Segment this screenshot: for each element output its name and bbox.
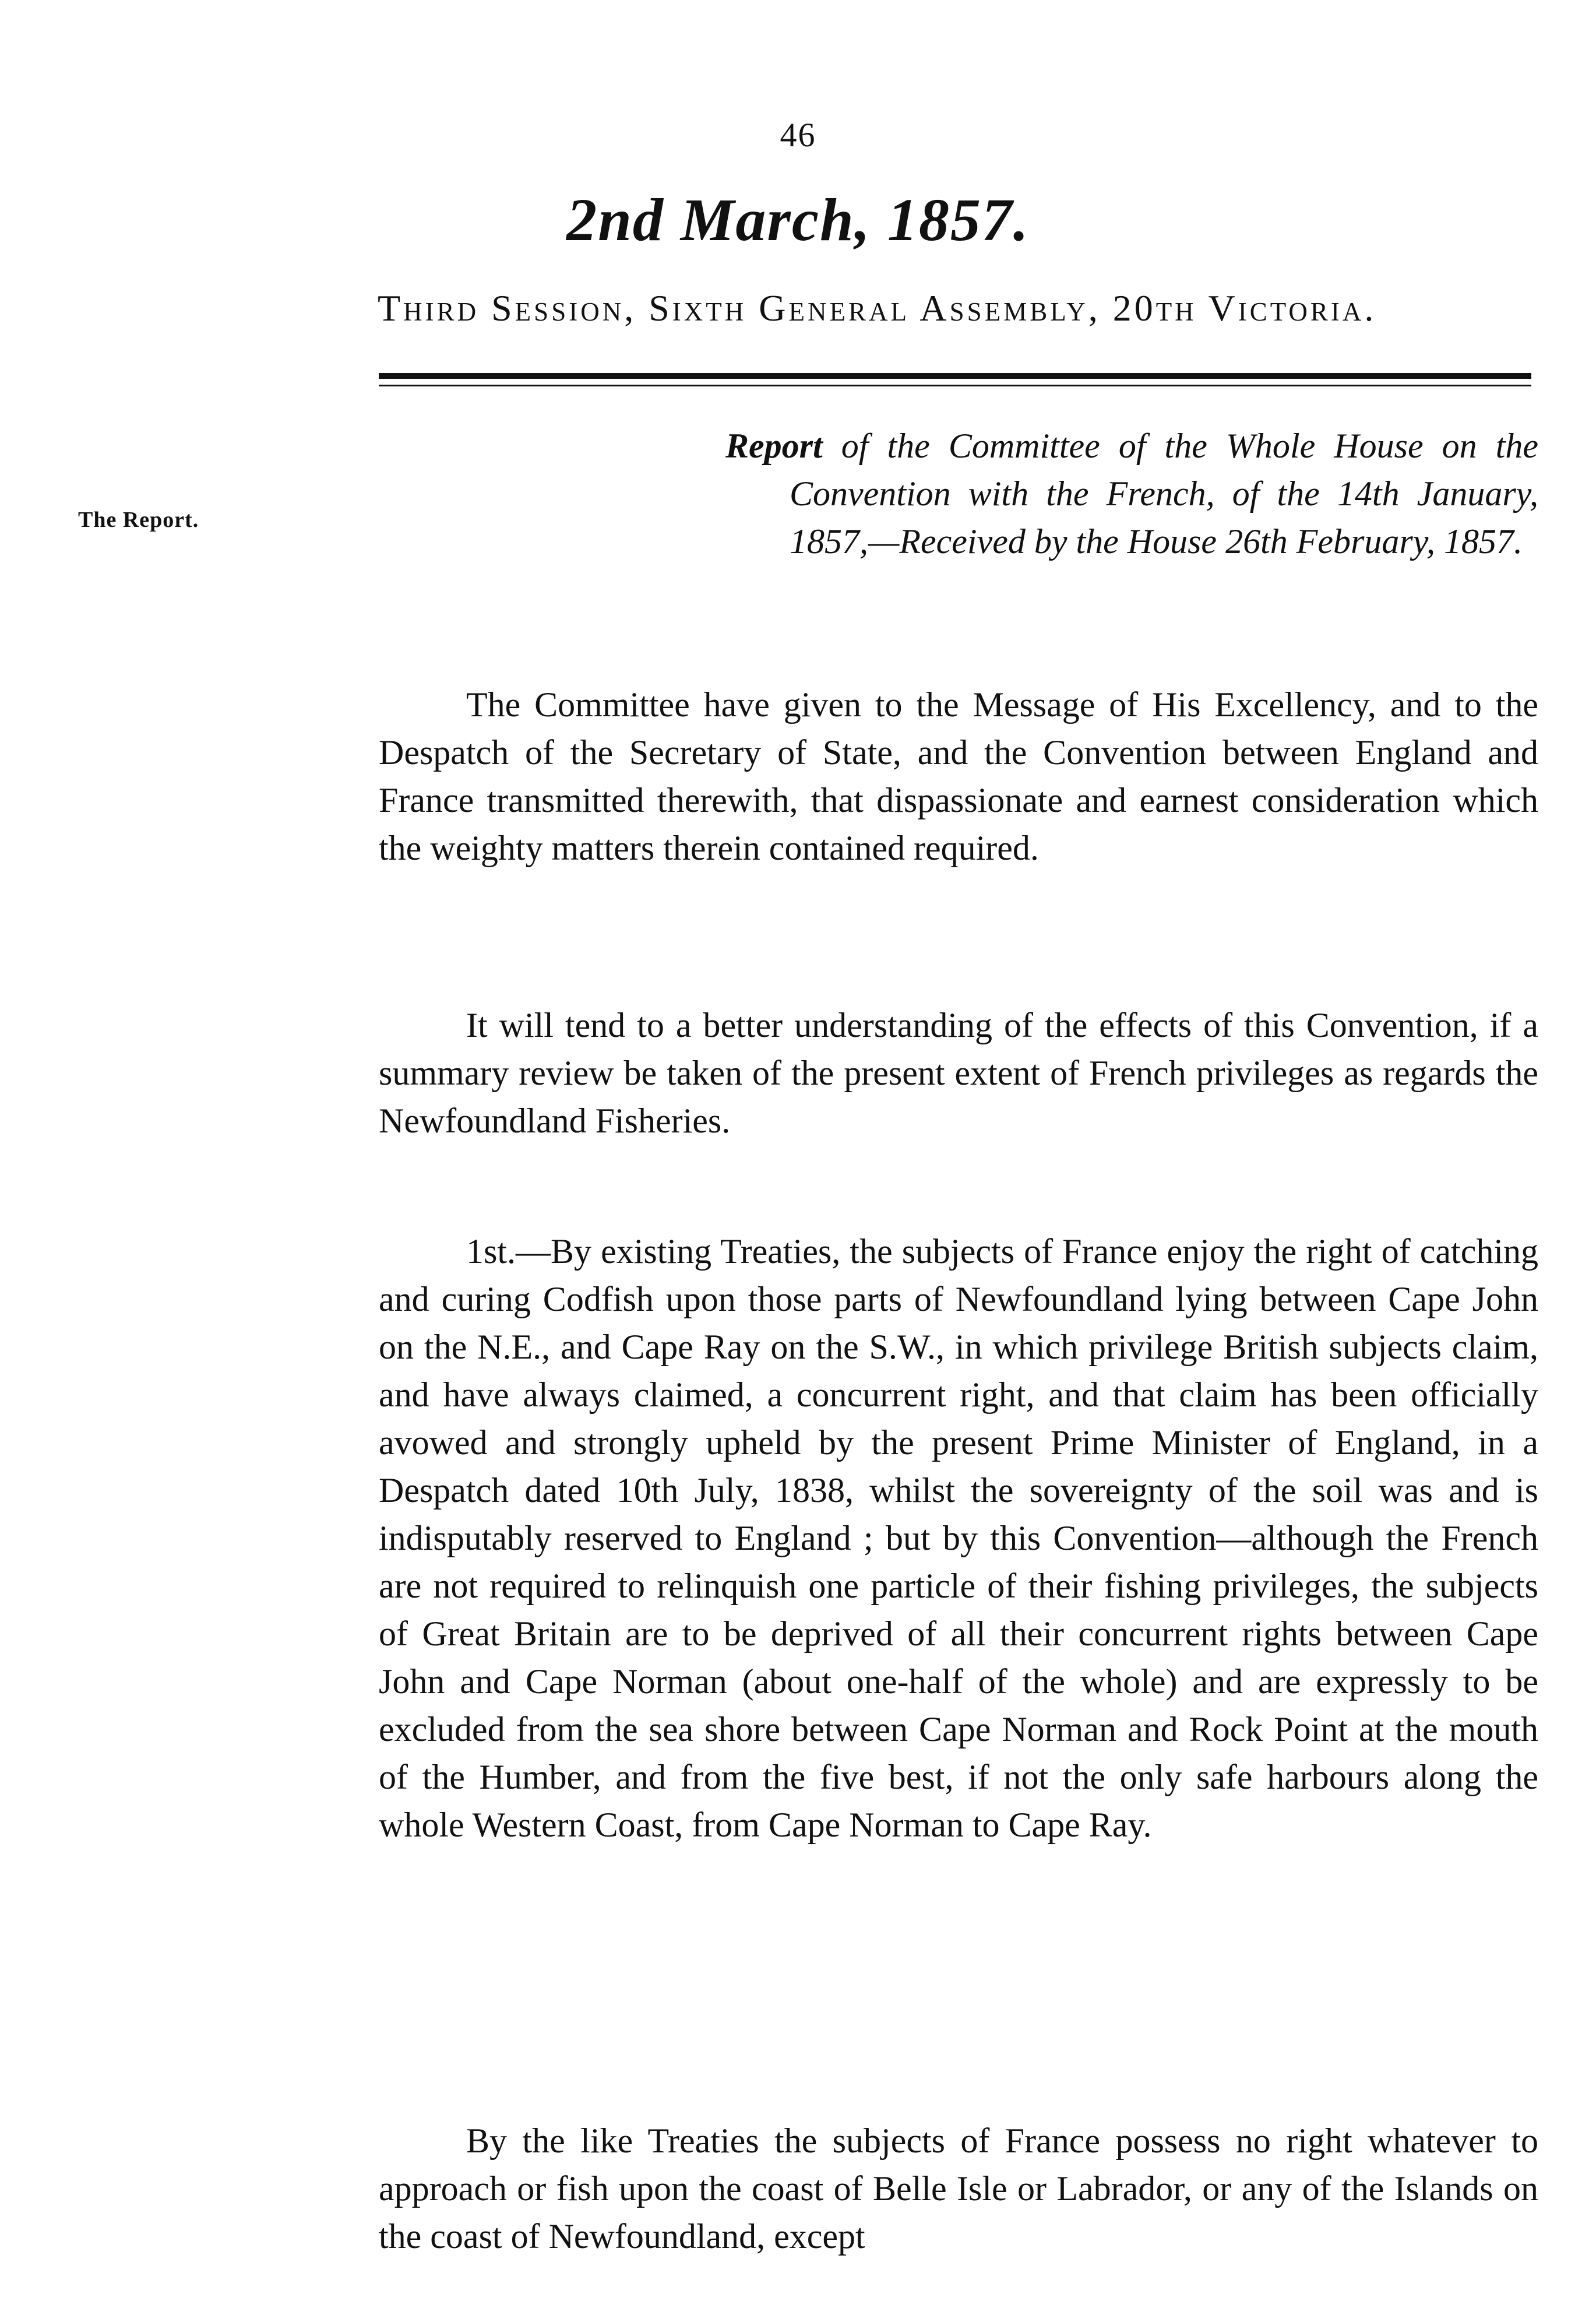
margin-note: The Report. — [78, 508, 199, 532]
page-number: 46 — [780, 116, 816, 154]
paragraph-committee-consideration: The Committee have given to the Message of His Excellency, and to the Despatch of the Secretary of State, and the Convention between England and France transmitted therewith, that dispassionate and earnest consideration which the weighty matters therein contained required. — [379, 685, 1538, 867]
paragraph-first-point: 1st.—By existing Treaties, the subjects of France enjoy the right of catching and curing Codfish upon those parts of Newfoundland lying between Cape John on the N.E., and Cape Ray on the S.W., in which privilege British subjects claim, and have always claimed, a concurrent right, and that claim has been officially avowed and strongly upheld by the present Prime Minister of England, in a Despatch dated 10th July, 1838, whilst the sovereignty of the soil was and is indisputably reserved to England ; but by this Convention—although the French are not required to relinquish one particle of their fishing privileges, the subjects of Great Britain are to be deprived of all their concurrent rights between Cape John and Cape Norman (about one-half of the whole) and are expressly to be excluded from the sea shore between Cape Norman and Rock Point at the mouth of the Humber, and from the five best, if not the only safe harbours along the whole Western Coast, from Cape Norman to Cape Ray. — [379, 1232, 1538, 1844]
paragraph-summary-review: It will tend to a better understanding of the effects of this Convention, if a summary review be taken of the present extent of French privileges as regards the Newfoundland Fisheries. — [379, 1006, 1538, 1140]
double-rule-thick — [379, 373, 1531, 379]
report-title-rest: of the Committee of the Whole House on the Convention with the French, of the 14th January, 1857,—Received by the House 26th February, 1857. — [790, 427, 1538, 561]
double-rule-thin — [379, 385, 1531, 386]
paragraph-like-treaties: By the like Treaties the subjects of France possess no right whatever to approach or fish upon the coast of Belle Isle or Labrador, or any of the Islands on the coast of Newfoundland, except — [379, 2121, 1538, 2256]
report-title — [725, 422, 1538, 565]
date-heading: 2nd March, 1857. — [566, 187, 1030, 254]
report-title-lead: Report — [725, 427, 823, 465]
session-line: Third Session, Sixth General Assembly, 20th Victoria. — [378, 287, 1377, 329]
